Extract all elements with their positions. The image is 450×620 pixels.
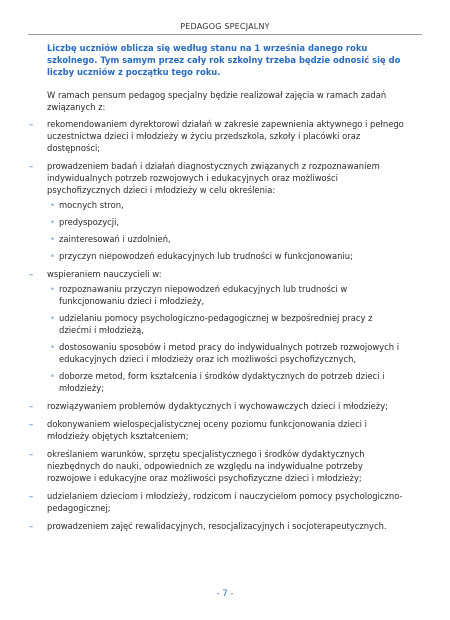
sub-item-text: mocnych stron,: [59, 200, 124, 210]
sub-item-text: predyspozycji,: [59, 217, 120, 227]
bullet-marker: •: [50, 200, 55, 210]
paragraph-highlight: [47, 42, 404, 78]
sub-item-text: zainteresowań i uzdolnień,: [59, 234, 171, 244]
list-item-text: prowadzeniem zajęć rewalidacyjnych, resocjalizacyjnych i socjoterapeutycznych.: [47, 521, 387, 531]
dash-marker: –: [29, 119, 34, 129]
dash-marker: –: [29, 401, 34, 411]
list-item-text: określaniem warunków, sprzętu specjalistycznego i środków dydaktycznych niezbędnych do nauki, odpowiednich ze względu na indywidualne potrzeby rozwojowe i edukacyjne oraz możliwości psychofizyczne dzieci i młodzieży;: [47, 449, 365, 483]
sub-list-item: [50, 312, 404, 336]
sub-item-text: przyczyn niepowodzeń edukacyjnych lub trudności w funkcjonowaniu;: [59, 251, 353, 261]
sub-list-item: [50, 233, 404, 245]
list-item-text: wspieraniem nauczycieli w:: [47, 269, 162, 279]
list-item: [29, 418, 404, 442]
bullet-marker: •: [50, 251, 55, 261]
diagnosis-sublist: [50, 199, 404, 262]
list-item: [29, 448, 404, 484]
page-number: - 7 -: [216, 588, 234, 598]
dash-marker: –: [29, 419, 34, 429]
list-item: [29, 160, 404, 262]
list-item-text: udzielaniem dzieciom i młodzieży, rodzicom i nauczycielom pomocy psychologiczno-pedagogicznej;: [47, 491, 403, 513]
dash-marker: –: [29, 161, 34, 171]
page-content: [29, 42, 404, 538]
list-item: [29, 520, 404, 532]
bullet-marker: •: [50, 284, 55, 294]
intro-paragraph: W ramach pensum pedagog specjalny będzie realizował zajęcia w ramach zadań związanych z:: [47, 90, 387, 112]
list-item-text: prowadzeniem badań i działań diagnostycznych związanych z rozpoznawaniem indywidualnych potrzeb rozwojowych i edukacyjnych oraz możliwości psychofizycznych dzieci i młodzieży w celu określenia:: [47, 161, 380, 195]
list-item-text: rozwiązywaniem problemów dydaktycznych i wychowawczych dzieci i młodzieży;: [47, 401, 388, 411]
list-item: [29, 268, 404, 394]
sub-list-item: [50, 370, 404, 394]
sub-list-item: [50, 283, 404, 307]
support-sublist: [50, 283, 404, 394]
highlighted-text: Liczbę uczniów oblicza się według stanu na 1 września danego roku szkolnego. Tym samym przez cały rok szkolny trzeba będzie odnosić się do liczby uczniów z początku tego roku.: [47, 43, 401, 77]
dash-marker: –: [29, 491, 34, 501]
sub-list-item: [50, 250, 404, 262]
bullet-marker: •: [50, 371, 55, 381]
running-header: PEDAGOG SPECJALNY: [28, 22, 422, 35]
list-item: [29, 118, 404, 154]
list-item: [29, 490, 404, 514]
dash-marker: –: [29, 449, 34, 459]
sub-item-text: doborze metod, form kształcenia i środków dydaktycznych do potrzeb dzieci i młodzieży;: [59, 371, 385, 393]
bullet-marker: •: [50, 234, 55, 244]
bullet-marker: •: [50, 342, 55, 352]
sub-item-text: udzielaniu pomocy psychologiczno-pedagogicznej w bezpośredniej pracy z dziećmi i młodzieżą,: [59, 313, 373, 335]
sub-item-text: rozpoznawaniu przyczyn niepowodzeń edukacyjnych lub trudności w funkcjonowaniu dzieci i młodzieży,: [59, 284, 348, 306]
sub-list-item: [50, 199, 404, 211]
list-item-text: rekomendowaniem dyrektorowi działań w zakresie zapewnienia aktywnego i pełnego uczestnictwa dzieci i młodzieży w życiu przedszkola, szkoły i placówki oraz dostępności;: [47, 119, 404, 153]
sub-item-text: dostosowaniu sposobów i metod pracy do indywidualnych potrzeb rozwojowych i edukacyjnych dzieci i młodzieży oraz ich możliwości psychofizycznych,: [59, 342, 400, 364]
list-item-text: dokonywaniem wielospecjalistycznej oceny poziomu funkcjonowania dzieci i młodzieży objętych kształceniem;: [47, 419, 367, 441]
task-list: [29, 118, 404, 532]
dash-marker: –: [29, 269, 34, 279]
sub-list-item: [50, 216, 404, 228]
bullet-marker: •: [50, 313, 55, 323]
dash-marker: –: [29, 521, 34, 531]
list-item: [29, 400, 404, 412]
sub-list-item: [50, 341, 404, 365]
bullet-marker: •: [50, 217, 55, 227]
